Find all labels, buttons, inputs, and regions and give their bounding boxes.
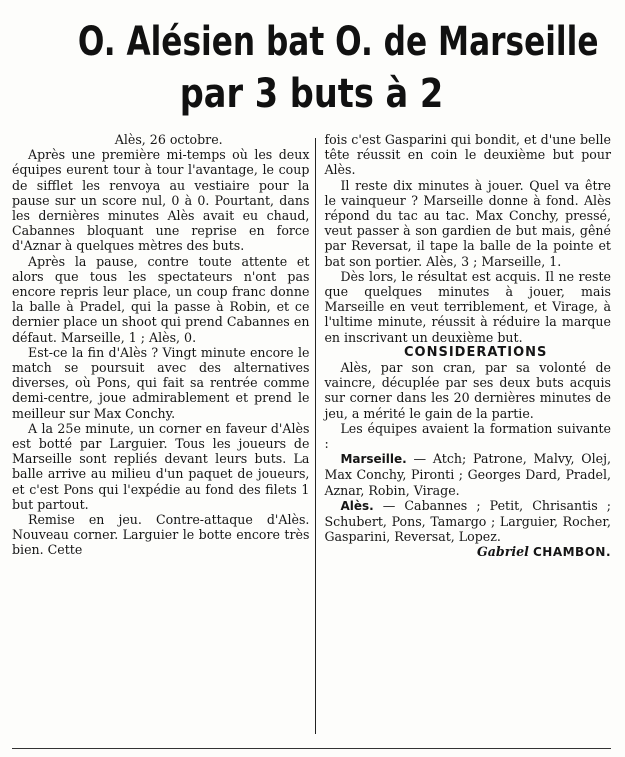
team-name-marseille: Marseille. bbox=[340, 452, 407, 467]
paragraph-final-goal: Dès lors, le résultat est acquis. Il ne reste que quelques minutes à jouer, mais Marseille en veut terriblement, et Virage, à l'ultime minute, réussit à réduire la marque en inscrivant un deuxième but. bbox=[324, 268, 611, 345]
bottom-rule bbox=[12, 748, 611, 749]
dateline: Alès, 26 octobre. bbox=[114, 132, 223, 147]
right-column bbox=[316, 132, 611, 734]
considerations-lineup-intro: Les équipes avaient la formation suivante : bbox=[324, 420, 611, 452]
paragraph-pons-play: Est-ce la fin d'Alès ? Vingt minute encore le match se poursuit avec des alternatives diverses, où Pons, qui fait sa rentrée comme demi-centre, joue admirablement et prend le meilleur sur Max Conchy. bbox=[12, 344, 310, 421]
article-headline bbox=[12, 16, 611, 120]
paragraph-own-goal: Il reste dix minutes à jouer. Quel va être le vainqueur ? Marseille donne à fond. Alès répond du tac au tac. Max Conchy, pressé, veut passer à son gardien de but mais, gêné par Reversat, il tape la balle de la pointe et bat son portier. Alès, 3 ; Marseille, 1. bbox=[324, 177, 611, 269]
lineup-ales-players: — Cabannes ; Petit, Chrisantis ; Schubert, Pons, Tamargo ; Larguier, Rocher, Gasparini, Reversat, Lopez. bbox=[324, 497, 611, 545]
paragraph-opening-goal: Après la pause, contre toute attente et alors que tous les spectateurs n'ont pas encore repris leur place, un coup franc donne la balle à Pradel, qui la passe à Robin, et ce dernier place un shoot qui prend Cabannes en défaut. Marseille, 1 ; Alès, 0. bbox=[12, 253, 310, 345]
considerations-verdict: Alès, par son cran, par sa volonté de vaincre, décuplée par ses deux buts acquis sur corner dans les 20 dernières minutes de jeu, a mérité le gain de la partie. bbox=[324, 360, 611, 421]
article-body bbox=[12, 132, 611, 734]
byline-first-name: Gabriel bbox=[477, 544, 529, 560]
byline-last-name: CHAMBON. bbox=[532, 545, 611, 560]
paragraph-second-goal: fois c'est Gasparini qui bondit, et d'une belle tête réussit en coin le deuxième but pour Alès. bbox=[324, 132, 611, 178]
left-column bbox=[12, 132, 315, 734]
considerations-heading: CONSIDERATIONS bbox=[404, 344, 548, 360]
headline-line-1: O. Alésien bat O. de Marseille bbox=[77, 19, 599, 65]
paragraph-equalizer: A la 25e minute, un corner en faveur d'Alès est botté par Larguier. Tous les joueurs de Marseille sont repliés devant leurs buts. La balle arrive au milieu d'un paquet de joueurs, et c'est Pons qui l'expédie au fond des filets 1 but partout. bbox=[12, 420, 310, 512]
lineup-marseille bbox=[324, 451, 611, 498]
lineup-ales bbox=[324, 498, 611, 545]
headline-line-2: par 3 buts à 2 bbox=[179, 71, 444, 117]
lineup-marseille-players: — Atch; Patrone, Malvy, Olej, Max Conchy, Pironti ; Georges Dard, Pradel, Aznar, Robin, Virage. bbox=[324, 451, 611, 498]
paragraph-first-half: Après une première mi-temps où les deux équipes eurent tour à tour l'avantage, le coup de sifflet les renvoya au vestiaire pour la pause sur un score nul, 0 à 0. Pourtant, dans les dernières minutes Alès avait eu chaud, Cabannes bloquant une reprise en force d'Aznar à quelques mètres des buts. bbox=[12, 147, 310, 254]
byline bbox=[324, 544, 611, 560]
team-name-ales: Alès. bbox=[340, 498, 374, 513]
paragraph-restart: Remise en jeu. Contre-attaque d'Alès. Nouveau corner. Larguier le botte encore très bien. Cette bbox=[12, 512, 310, 558]
